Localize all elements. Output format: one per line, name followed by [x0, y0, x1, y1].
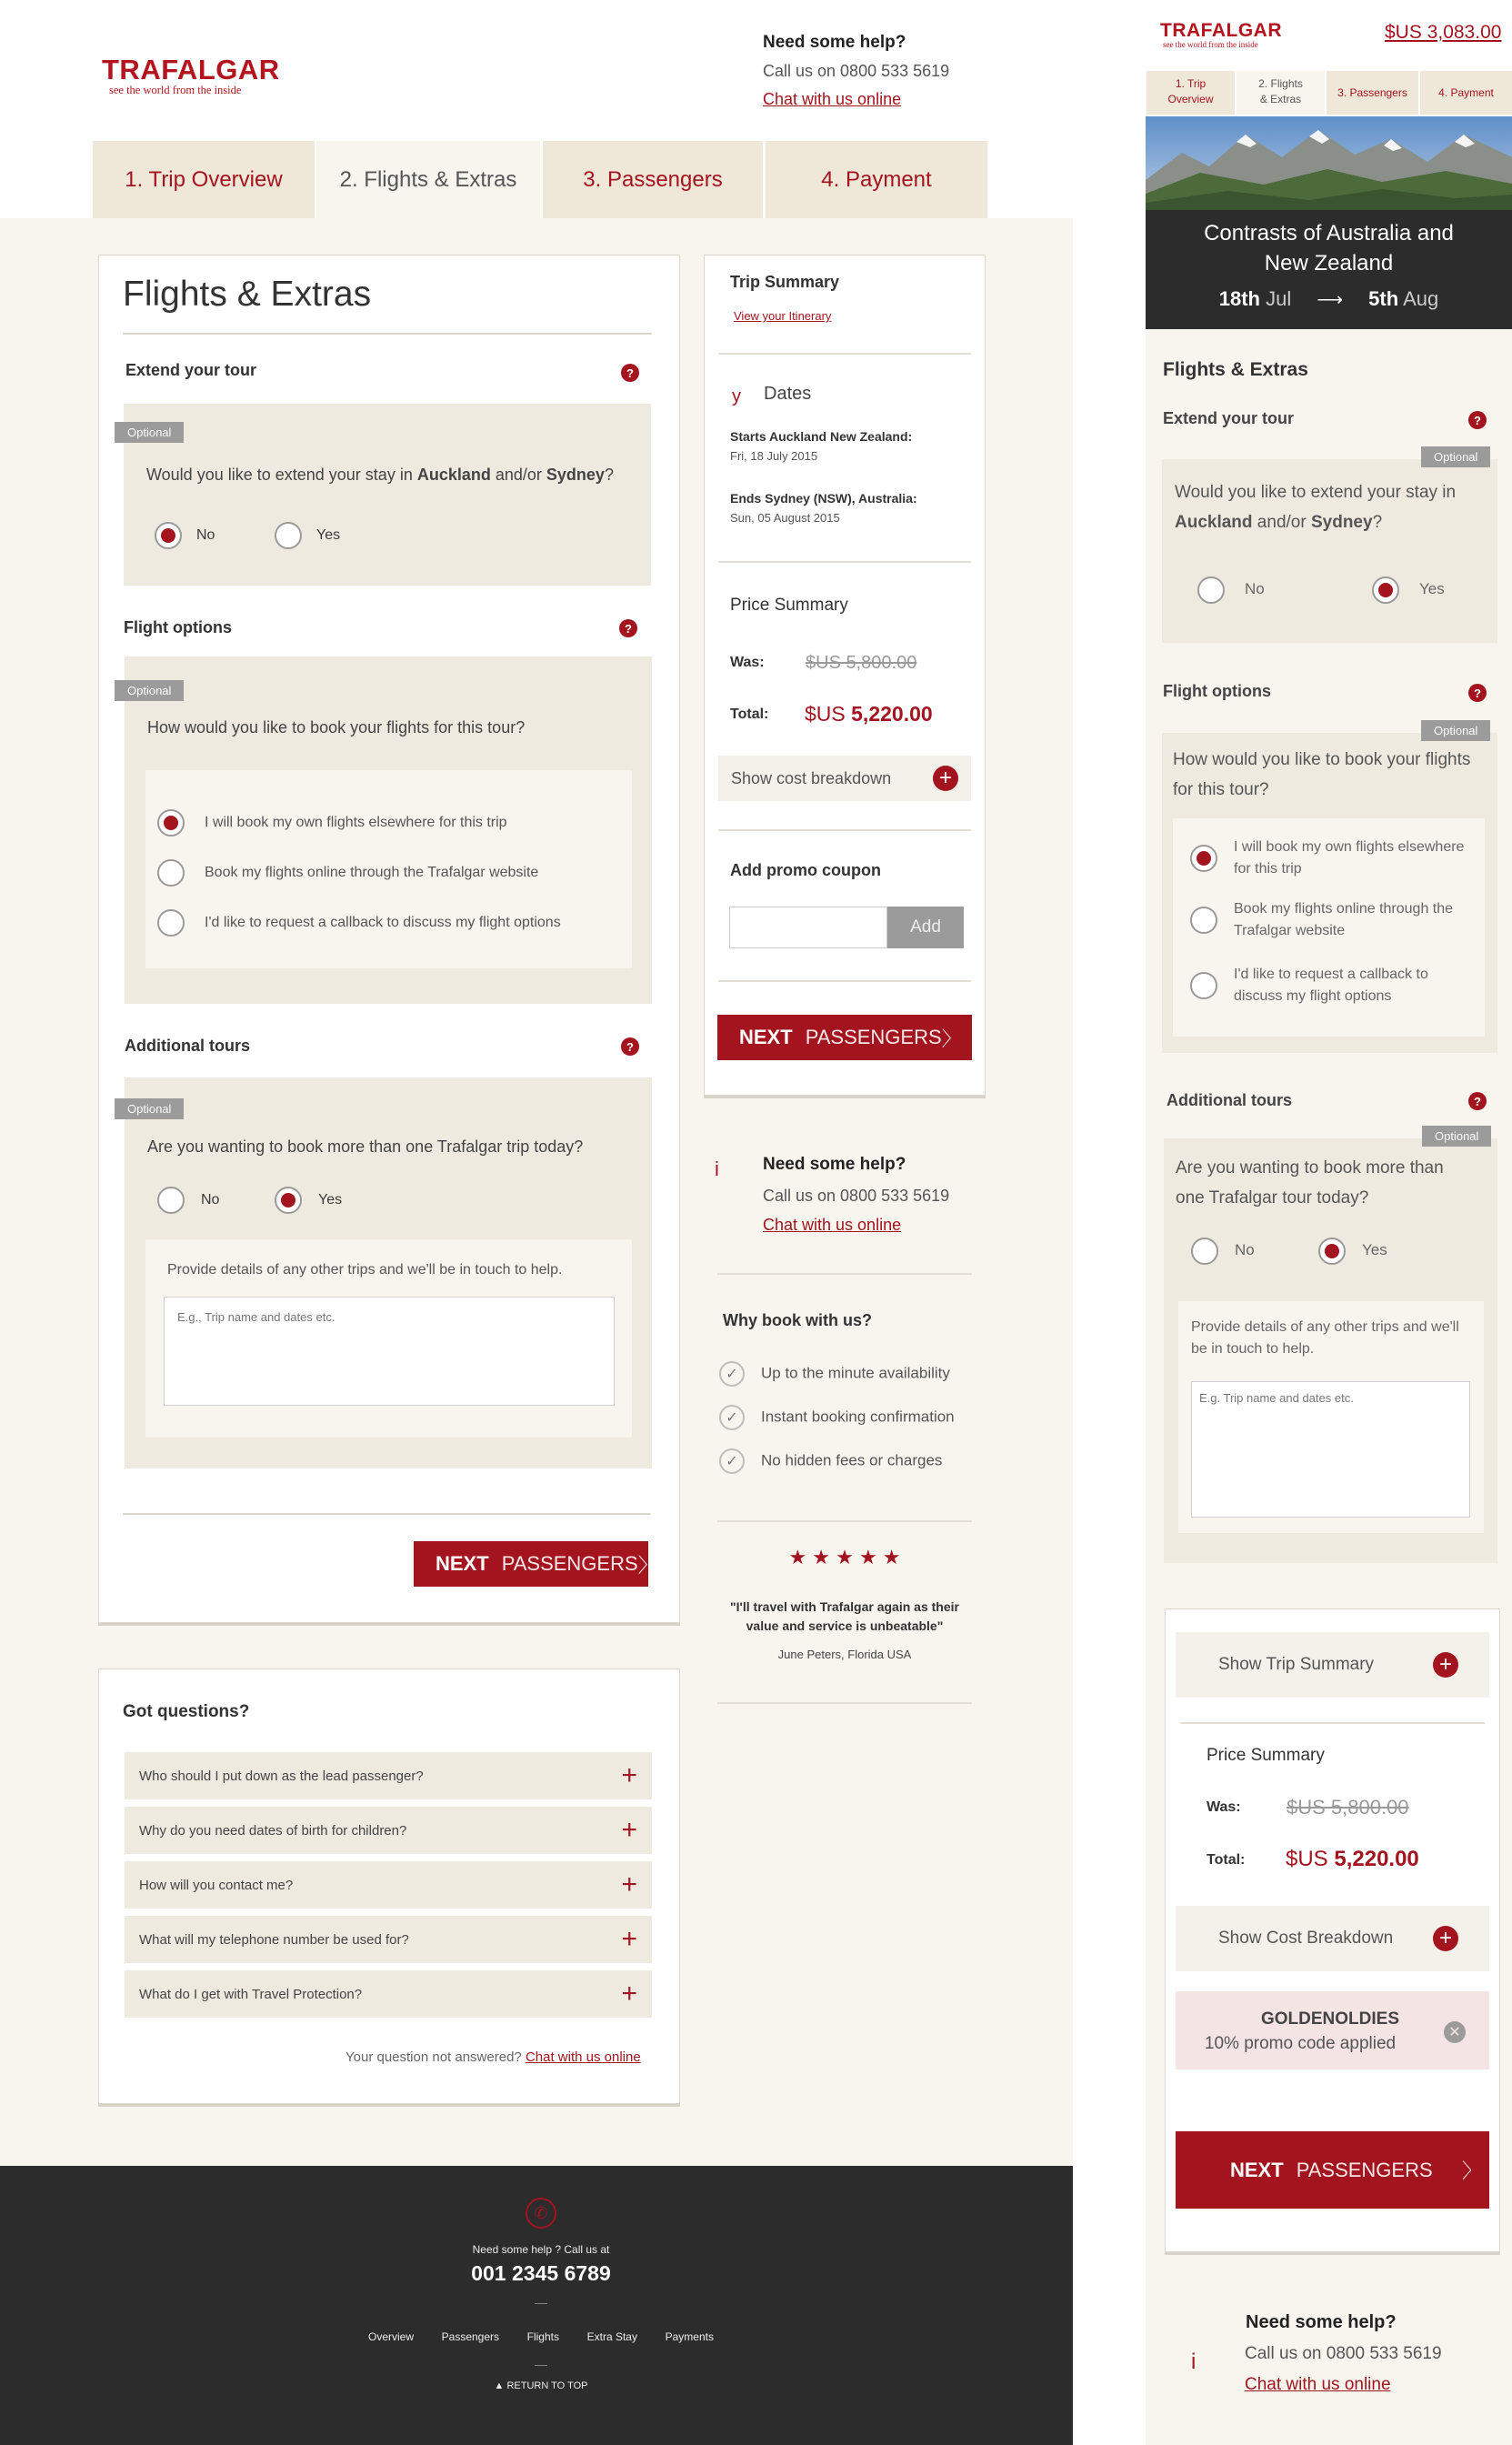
checkmark-icon: ✓ — [719, 1405, 745, 1430]
flight-option-callback[interactable] — [157, 909, 561, 937]
mobile-was-price: $US 5,800.00 — [1287, 1796, 1409, 1819]
radio-label: No — [201, 1192, 220, 1208]
return-to-top-link[interactable]: ▲ RETURN TO TOP — [494, 2380, 588, 2391]
start-month: Jul — [1266, 287, 1292, 310]
faq-item[interactable] — [125, 1861, 652, 1909]
remove-promo-close-icon[interactable]: ✕ — [1444, 2021, 1466, 2043]
flight-options-heading: Flight options — [124, 618, 232, 636]
mobile-logo[interactable] — [1160, 22, 1282, 49]
price-summary-title: Price Summary — [730, 596, 848, 615]
header-help-phone: Call us on 0800 533 5619 — [763, 62, 950, 80]
mobile-extend-question — [1175, 477, 1488, 537]
flight-question: How would you like to book your flights for this tour? — [147, 718, 526, 737]
trip-summary-card — [704, 255, 986, 1096]
mobile-was-label: Was: — [1207, 1799, 1241, 1815]
side-divider — [717, 1702, 972, 1704]
plus-icon: + — [621, 1760, 637, 1790]
footer-help-text: Need some help ? Call us at — [472, 2243, 610, 2256]
city-sydney: Sydney — [1310, 513, 1373, 532]
mobile-next-button[interactable] — [1176, 2131, 1489, 2209]
promo-code-input[interactable] — [729, 907, 887, 948]
mobile-extend-heading: Extend your tour — [1163, 409, 1295, 427]
mobile-extend-yes[interactable] — [1372, 576, 1445, 604]
tab-label: 4. Payment — [821, 166, 932, 192]
was-price: $US 5,800.00 — [806, 653, 917, 673]
faq-chat-link[interactable]: Chat with us online — [525, 2049, 641, 2065]
title-divider — [123, 333, 652, 335]
footer-dash: — — [535, 2357, 547, 2371]
side-divider — [717, 1520, 972, 1522]
radio-label: I will book my own flights elsewhere for this trip — [205, 815, 507, 831]
why-item-label: Instant booking confirmation — [761, 1408, 955, 1426]
footer-link-passengers[interactable]: Passengers — [441, 2330, 500, 2343]
flight-option-online[interactable] — [157, 859, 538, 887]
faq-footer — [345, 2049, 641, 2065]
radio-button[interactable] — [1190, 972, 1217, 999]
radio-button[interactable] — [157, 809, 185, 837]
radio-label: Book my flights online through the Trafalgar website — [1234, 901, 1454, 938]
mobile-trip-details-input[interactable] — [1191, 1381, 1470, 1518]
extend-question — [146, 466, 614, 485]
mobile-tab-trip-overview[interactable] — [1147, 71, 1235, 115]
additional-no-option[interactable] — [157, 1187, 219, 1214]
additional-tours-heading: Additional tours — [125, 1037, 250, 1055]
additional-question: Are you wanting to book more than one Trafalgar trip today? — [147, 1137, 584, 1156]
extend-yes-option[interactable] — [275, 522, 340, 549]
radio-label: Yes — [1419, 580, 1445, 598]
footer-link-payments[interactable]: Payments — [665, 2330, 714, 2343]
start-day: 18th — [1218, 287, 1260, 310]
testimonial-author: June Peters, Florida USA — [777, 1648, 912, 1661]
side-chat-link[interactable]: Chat with us online — [763, 1216, 902, 1234]
tab-label: 1. Trip Overview — [1167, 77, 1214, 105]
radio-button[interactable] — [1197, 576, 1225, 604]
summary-divider — [718, 353, 971, 355]
optional-badge: Optional — [1421, 446, 1490, 467]
faq-question: Who should I put down as the lead passenger? — [139, 1768, 424, 1784]
was-label: Was: — [730, 655, 765, 670]
mobile-flight-option-callback[interactable] — [1190, 964, 1472, 1007]
tab-trip-overview[interactable] — [93, 141, 315, 218]
help-icon[interactable]: ? — [621, 364, 639, 382]
chevron-right-icon: 〉 — [637, 1553, 658, 1577]
radio-label: I'd like to request a callback to discuss my flight options — [205, 915, 561, 931]
faq-footer-text: Your question not answered? — [345, 2049, 526, 2065]
tab-payment[interactable] — [766, 141, 987, 218]
phone-icon: ✆ — [526, 2198, 556, 2229]
next-label: PASSENGERS — [501, 1552, 638, 1575]
why-book-title: Why book with us? — [723, 1311, 872, 1329]
plus-icon: + — [621, 1869, 637, 1899]
mobile-help-title: Need some help? — [1246, 2312, 1397, 2332]
optional-badge: Optional — [115, 680, 184, 701]
radio-button[interactable] — [157, 909, 185, 937]
testimonial-quote: "I'll travel with Trafalgar again as their value and service is unbeatable" — [730, 1599, 959, 1633]
trip-details-label: Provide details of any other trips and we'll be in touch to help. — [167, 1262, 563, 1278]
checkmark-icon: ✓ — [719, 1361, 745, 1387]
radio-button[interactable] — [1191, 1238, 1218, 1265]
question-text: and/or — [490, 466, 546, 484]
why-item-label: Up to the minute availability — [761, 1364, 950, 1382]
next-passengers-button[interactable] — [414, 1541, 658, 1587]
header-chat-link[interactable]: Chat with us online — [763, 90, 902, 108]
faq-question: Why do you need dates of birth for children? — [139, 1822, 407, 1839]
faq-title: Got questions? — [123, 1702, 250, 1721]
next-label: PASSENGERS — [805, 1026, 942, 1048]
tab-label: 2. Flights & Extras — [339, 166, 517, 192]
next-label: PASSENGERS — [1296, 2158, 1433, 2181]
tab-flights-extras[interactable] — [316, 141, 540, 218]
mobile-flight-heading: Flight options — [1163, 682, 1271, 700]
city-auckland: Auckland — [1175, 513, 1253, 532]
total-currency: $US — [1286, 1847, 1328, 1871]
mobile-tab-passengers[interactable] — [1327, 71, 1418, 115]
question-text: and/or — [1252, 513, 1311, 532]
summary-divider — [718, 980, 971, 982]
total-price — [805, 702, 933, 726]
brand-name: TRAFALGAR — [1160, 20, 1282, 41]
tab-passengers[interactable] — [543, 141, 763, 218]
radio-button[interactable] — [155, 522, 182, 549]
plus-icon: + — [933, 766, 958, 791]
plus-icon: + — [1433, 1652, 1458, 1678]
optional-badge: Optional — [1421, 720, 1490, 741]
optional-badge: Optional — [115, 422, 184, 443]
promo-applied-box — [1176, 1991, 1489, 2069]
mountain-landscape-image — [1146, 116, 1512, 210]
promo-applied-text: 10% promo code applied — [1204, 2034, 1397, 2053]
tab-label: 3. Passengers — [1337, 86, 1407, 99]
side-help-title: Need some help? — [763, 1155, 906, 1174]
footer-link-overview[interactable]: Overview — [368, 2330, 415, 2343]
view-itinerary-link[interactable]: View your Itinerary — [734, 309, 832, 323]
footer-nav — [368, 2330, 714, 2343]
why-item — [719, 1405, 955, 1430]
trip-summary-title: Trip Summary — [730, 273, 840, 291]
end-label: Ends Sydney (NSW), Australia: — [730, 491, 917, 506]
additional-yes-option[interactable] — [275, 1187, 342, 1214]
cost-breakdown-label: Show cost breakdown — [731, 768, 892, 787]
mobile-tab-payment[interactable] — [1420, 71, 1512, 115]
footer-link-extra-stay[interactable]: Extra Stay — [586, 2330, 637, 2343]
flight-option-own[interactable] — [157, 809, 507, 837]
help-icon[interactable]: ? — [619, 619, 637, 637]
question-text: Would you like to extend your stay in — [1175, 483, 1457, 502]
mobile-additional-yes[interactable] — [1318, 1238, 1387, 1265]
info-icon: i — [715, 1157, 719, 1180]
radio-label: Yes — [316, 527, 341, 544]
end-day: 5th — [1368, 287, 1399, 310]
cost-breakdown-label: Show Cost Breakdown — [1218, 1929, 1394, 1948]
side-help-phone: Call us on 0800 533 5619 — [763, 1187, 950, 1205]
city-sydney: Sydney — [546, 466, 605, 484]
radio-label: I will book my own flights elsewhere for this trip — [1234, 839, 1465, 877]
faq-item[interactable] — [125, 1916, 652, 1963]
mobile-additional-question: Are you wanting to book more than one Trafalgar tour today? — [1176, 1158, 1444, 1207]
mobile-flight-option-online[interactable] — [1190, 898, 1472, 942]
mobile-trip-details-label: Provide details of any other trips and we'll be in touch to help. — [1191, 1319, 1459, 1357]
extend-panel — [124, 404, 651, 586]
radio-button[interactable] — [275, 1187, 302, 1214]
cost-breakdown-toggle[interactable] — [718, 756, 971, 801]
start-label: Starts Auckland New Zealand: — [730, 429, 913, 444]
why-item — [719, 1361, 950, 1387]
brand-name: TRAFALGAR — [102, 54, 280, 85]
radio-button[interactable] — [1190, 907, 1217, 934]
help-icon[interactable]: ? — [1468, 1092, 1487, 1110]
mobile-extend-no[interactable] — [1197, 576, 1265, 604]
city-auckland: Auckland — [416, 466, 491, 484]
mobile-total-price — [1286, 1847, 1419, 1872]
total-value: 5,220.00 — [1334, 1847, 1419, 1871]
total-value: 5,220.00 — [851, 702, 933, 726]
mobile-page-title: Flights & Extras — [1163, 359, 1308, 380]
radio-button[interactable] — [1372, 576, 1399, 604]
trip-details-input[interactable] — [164, 1297, 615, 1406]
help-icon[interactable]: ? — [1468, 411, 1487, 429]
tab-label: 1. Trip Overview — [125, 166, 283, 192]
calendar-icon: y — [732, 386, 741, 406]
why-item-label: No hidden fees or charges — [761, 1451, 943, 1469]
promo-title: Add promo coupon — [730, 861, 881, 879]
extend-no-option[interactable] — [155, 522, 215, 549]
info-icon: i — [1191, 2350, 1197, 2374]
help-icon[interactable]: ? — [1468, 684, 1487, 702]
mobile-cost-breakdown-toggle[interactable] — [1176, 1906, 1489, 1971]
chevron-right-icon: 〉 — [941, 1027, 962, 1050]
question-text: ? — [604, 466, 614, 484]
brand-tagline: see the world from the inside — [109, 84, 242, 96]
why-item — [719, 1448, 942, 1474]
next-bold: NEXT — [739, 1026, 793, 1048]
next-bold: NEXT — [1230, 2158, 1284, 2181]
footer-dash: — — [535, 2295, 547, 2310]
faq-item[interactable] — [125, 1970, 652, 2018]
faq-question: How will you contact me? — [139, 1877, 294, 1893]
next-bold: NEXT — [436, 1552, 489, 1575]
tour-hero-image — [1146, 116, 1512, 210]
radio-label: No — [1235, 1241, 1255, 1259]
optional-badge: Optional — [1422, 1126, 1491, 1147]
rating-stars: ★ ★ ★ ★ ★ — [788, 1546, 901, 1568]
question-text: Would you like to extend your stay in — [146, 466, 417, 484]
mobile-summary-divider — [1180, 1722, 1485, 1724]
total-label: Total: — [730, 706, 769, 722]
mobile-flight-option-own[interactable] — [1190, 837, 1472, 880]
mobile-flight-question: How would you like to book your flights for this tour? — [1173, 750, 1471, 799]
tab-label: 3. Passengers — [583, 166, 723, 192]
side-divider — [717, 1273, 972, 1275]
faq-question: What will my telephone number be used for? — [139, 1931, 409, 1948]
radio-label: Yes — [1362, 1241, 1387, 1259]
extend-heading: Extend your tour — [125, 361, 257, 379]
footer-phone: 001 2345 6789 — [471, 2261, 611, 2285]
show-trip-summary-toggle[interactable] — [1176, 1632, 1489, 1698]
total-currency: $US — [805, 702, 846, 726]
page-title: Flights & Extras — [123, 275, 372, 314]
end-date: Sun, 05 August 2015 — [730, 511, 840, 525]
radio-button[interactable] — [1318, 1238, 1346, 1265]
chevron-right-icon: 〉 — [1461, 2159, 1482, 2182]
header-help — [763, 33, 949, 109]
promo-add-button[interactable]: Add — [887, 907, 964, 948]
faq-item[interactable] — [125, 1807, 652, 1854]
mobile-tab-flights-extras[interactable] — [1237, 71, 1325, 115]
plus-icon: + — [1433, 1926, 1458, 1951]
question-text: ? — [1372, 513, 1383, 532]
radio-button[interactable] — [1190, 845, 1217, 872]
summary-next-button[interactable] — [717, 1015, 972, 1060]
radio-label: Book my flights online through the Trafalgar website — [205, 865, 539, 881]
mobile-chat-link[interactable]: Chat with us online — [1245, 2375, 1391, 2394]
radio-button[interactable] — [157, 1187, 185, 1214]
start-date: Fri, 18 July 2015 — [730, 449, 818, 463]
plus-icon: + — [621, 1924, 637, 1954]
show-trip-label: Show Trip Summary — [1218, 1655, 1375, 1674]
tab-label: 2. Flights & Extras — [1258, 77, 1303, 105]
plus-icon: + — [621, 1979, 637, 2009]
faq-question: What do I get with Travel Protection? — [139, 1986, 363, 2002]
optional-badge: Optional — [115, 1098, 184, 1119]
tour-dates — [1146, 287, 1512, 311]
summary-divider — [718, 561, 971, 563]
mobile-additional-no[interactable] — [1191, 1238, 1255, 1265]
brand-logo[interactable] — [102, 56, 302, 97]
header-help-title: Need some help? — [763, 33, 906, 52]
brand-tagline: see the world from the inside — [1163, 40, 1258, 49]
help-icon[interactable]: ? — [621, 1037, 639, 1056]
promo-code-name: GOLDENOLDIES — [1260, 2009, 1399, 2029]
tab-label: 4. Payment — [1438, 86, 1494, 99]
faq-item[interactable] — [125, 1752, 652, 1799]
summary-divider — [718, 829, 971, 831]
radio-label: I'd like to request a callback to discuss my flight options — [1234, 967, 1428, 1004]
mobile-header-price[interactable]: $US 3,083.00 — [1385, 22, 1502, 43]
radio-label: No — [1245, 580, 1265, 598]
radio-button[interactable] — [157, 859, 185, 887]
mobile-total-label: Total: — [1207, 1852, 1246, 1868]
arrow-right-icon: ⟶ — [1317, 290, 1344, 310]
checkmark-icon: ✓ — [719, 1448, 745, 1474]
mobile-help-phone: Call us on 0800 533 5619 — [1245, 2344, 1442, 2363]
radio-label: Yes — [318, 1192, 343, 1208]
form-bottom-divider — [123, 1513, 650, 1515]
tour-name: Contrasts of Australia and New Zealand — [1204, 221, 1454, 276]
radio-label: No — [196, 527, 215, 544]
end-month: Aug — [1403, 287, 1439, 310]
mobile-additional-heading: Additional tours — [1167, 1091, 1292, 1109]
dates-title: Dates — [764, 384, 812, 404]
footer-link-flights[interactable]: Flights — [526, 2330, 559, 2343]
radio-button[interactable] — [275, 522, 302, 549]
plus-icon: + — [621, 1815, 637, 1845]
mobile-price-summary-title: Price Summary — [1207, 1746, 1325, 1765]
